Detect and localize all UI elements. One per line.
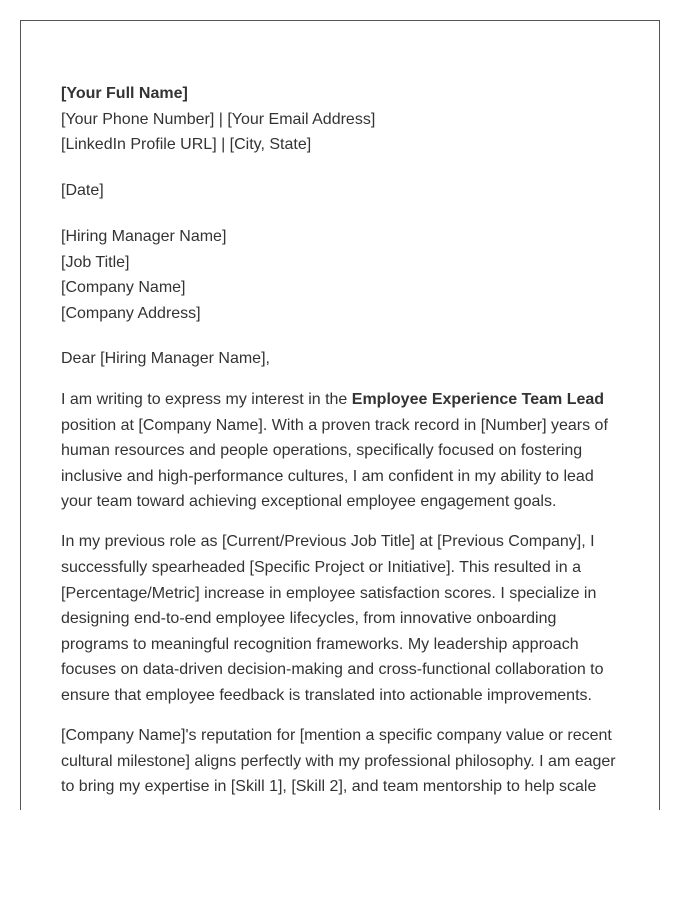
sender-full-name: [Your Full Name] <box>61 85 188 102</box>
intro-text-before: I am writing to express my interest in the <box>61 390 352 408</box>
intro-position-title: Employee Experience Team Lead <box>351 390 605 408</box>
paragraph-alignment: [Company Name]'s reputation for [mention a specific company value or recent cultural milestone] aligns perfectly with my professional philosophy. I am eager to bring my expertise in [Skill 1], [Skill 2], and team mentorship to help scale <box>61 727 616 796</box>
paragraph-intro <box>61 387 621 515</box>
salutation: Dear [Hiring Manager Name], <box>61 350 270 368</box>
recipient-company-name: [Company Name] <box>61 279 186 297</box>
sender-profile-line: [LinkedIn Profile URL] | [City, State] <box>61 136 312 154</box>
letter-page <box>20 20 660 810</box>
intro-text-after: position at [Company Name]. With a proven track record in [Number] years of human resources and people operations, specifically focused on fostering inclusive and high-performance cultures, I am confident in my ability to lead your team toward achieving exceptional employee engagement goals. <box>61 416 608 511</box>
recipient-job-title: [Job Title] <box>61 253 130 271</box>
recipient-company-address: [Company Address] <box>61 304 201 322</box>
letter-body <box>61 81 621 800</box>
sender-block <box>61 81 621 158</box>
recipient-block <box>61 224 621 326</box>
letter-date: [Date] <box>61 182 104 200</box>
sender-contact-line: [Your Phone Number] | [Your Email Address] <box>61 110 376 128</box>
recipient-hiring-manager: [Hiring Manager Name] <box>61 227 227 245</box>
paragraph-experience: In my previous role as [Current/Previous Job Title] at [Previous Company], I successfully spearheaded [Specific Project or Initiative]. This resulted in a [Percentage/Metric] increase in employee satisfaction scores. I specialize in designing end-to-end employee lifecycles, from innovative onboarding programs to meaningful recognition frameworks. My leadership approach focuses on data-driven decision-making and cross-functional collaboration to ensure that employee feedback is translated into actionable improvements. <box>61 533 604 704</box>
